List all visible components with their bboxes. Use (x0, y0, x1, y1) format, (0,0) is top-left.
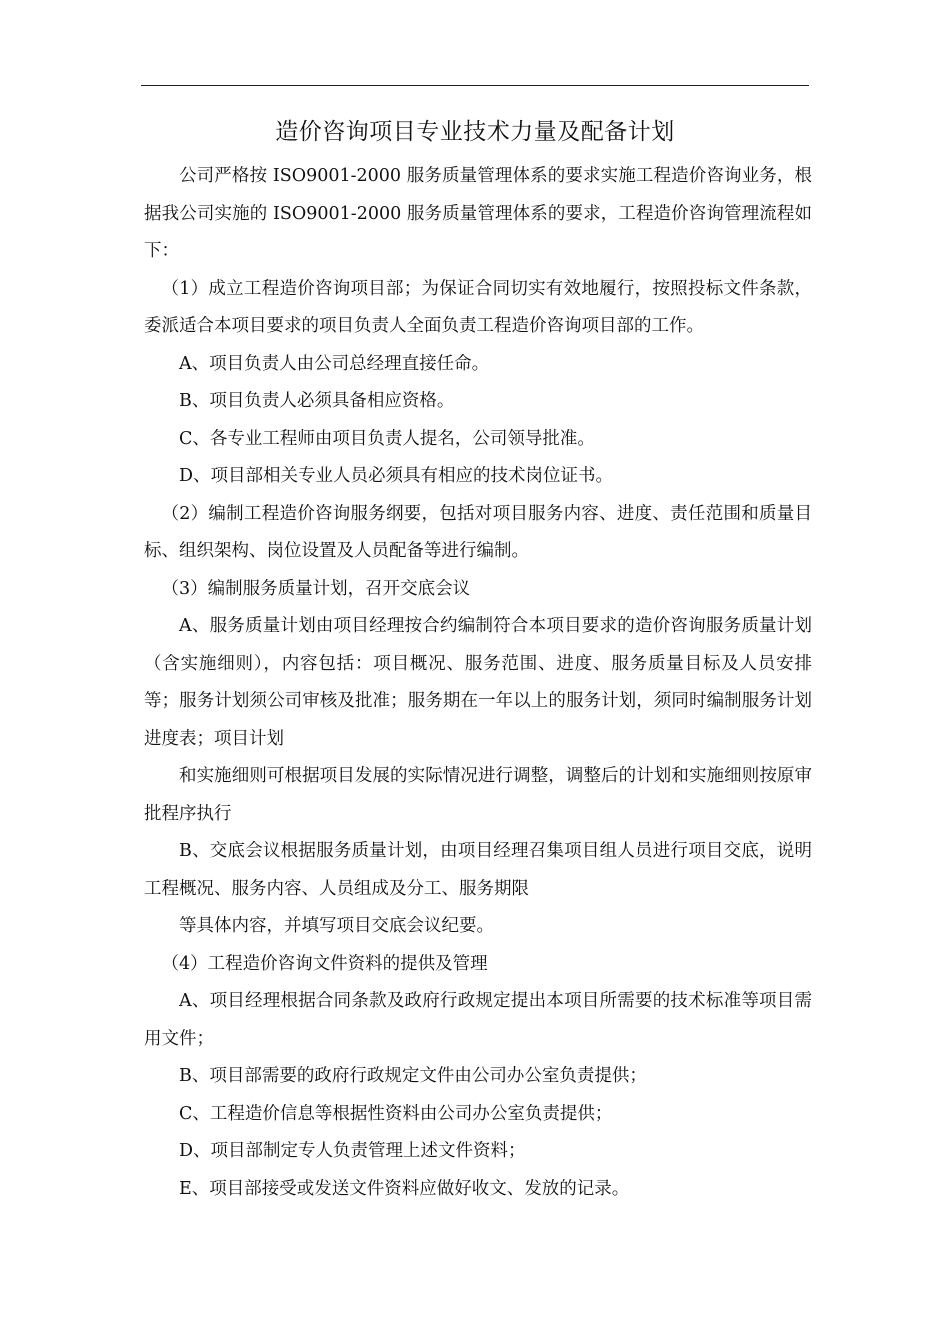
paragraph: C、各专业工程师由项目负责人提名，公司领导批准。 (179, 428, 595, 449)
document-body (144, 158, 812, 1208)
paragraph: A、项目经理根据合同条款及政府行政规定提出本项目所需要的技术标准等项目需用文件； (144, 991, 812, 1049)
paragraph: （1）成立工程造价咨询项目部；为保证合同切实有效地履行，按照投标文件条款，委派适合本项目要求的项目负责人全面负责工程造价咨询项目部的工作。 (144, 278, 812, 336)
paragraph: D、项目部制定专人负责管理上述文件资料； (179, 1141, 526, 1161)
paragraph: D、项目部相关专业人员必须具有相应的技术岗位证书。 (179, 466, 614, 486)
paragraph: B、项目部需要的政府行政规定文件由公司办公室负责提供； (179, 1066, 647, 1086)
paragraph: E、项目部接受或发送文件资料应做好收文、发放的记录。 (179, 1178, 630, 1199)
paragraph: A、服务质量计划由项目经理按合约编制符合本项目要求的造价咨询服务质量计划（含实施细则），内容包括：项目概况、服务范围、进度、服务质量目标及人员安排等；服务计划须公司审核及批准；服务期在一年以上的服务计划，须同时编制服务计划进度表；项目计划 (144, 616, 812, 749)
document-title: 造价咨询项目专业技术力量及配备计划 (275, 119, 675, 145)
paragraph: A、项目负责人由公司总经理直接任命。 (179, 353, 490, 374)
paragraph: B、项目负责人必须具备相应资格。 (179, 391, 455, 411)
paragraph: （4）工程造价咨询文件资料的提供及管理 (161, 953, 488, 974)
paragraph: 公司严格按 ISO9001-2000 服务质量管理体系的要求实施工程造价咨询业务，根据我公司实施的 ISO9001-2000 服务质量管理体系的要求，工程造价咨询管理流程如下： (144, 166, 812, 261)
paragraph: B、交底会议根据服务质量计划，由项目经理召集项目组人员进行项目交底，说明工程概况、服务内容、人员组成及分工、服务期限 (144, 841, 812, 899)
paragraph: （2）编制工程造价咨询服务纲要，包括对项目服务内容、进度、责任范围和质量目标、组织架构、岗位设置及人员配备等进行编制。 (144, 503, 812, 561)
paragraph: 等具体内容，并填写项目交底会议纪要。 (179, 916, 494, 936)
paragraph: （3）编制服务质量计划，召开交底会议 (161, 578, 471, 599)
paragraph: C、工程造价信息等根据性资料由公司办公室负责提供； (179, 1103, 613, 1124)
header-rule (141, 85, 809, 86)
paragraph: 和实施细则可根据项目发展的实际情况进行调整，调整后的计划和实施细则按原审批程序执行 (144, 766, 812, 824)
